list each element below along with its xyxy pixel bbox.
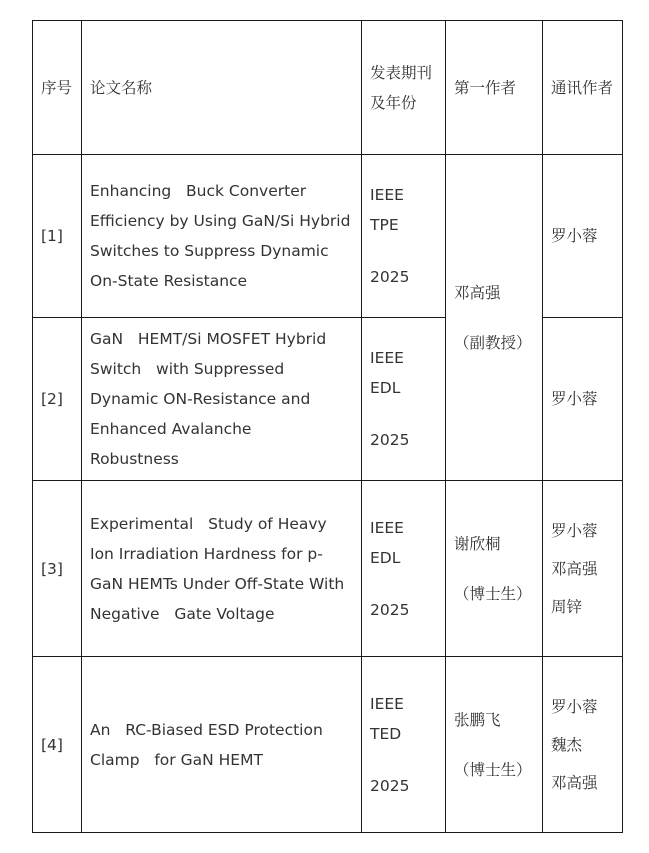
first-author-name: 谢欣桐 [454, 534, 501, 553]
journal-year: 2025 [370, 600, 410, 619]
table-row [33, 481, 623, 657]
journal-name: IEEE [370, 186, 404, 204]
table-row [33, 657, 623, 833]
first-author-title: （副教授） [454, 333, 532, 352]
first-author-name: 张鹏飞 [454, 710, 501, 729]
journal-name: IEEE [370, 349, 404, 367]
journal-cell [362, 155, 446, 318]
first-author-name: 邓高强 [454, 283, 501, 302]
journal-cell [362, 657, 446, 833]
table-row [33, 155, 623, 318]
corresponding-author: 魏杰 [551, 735, 583, 754]
journal-abbr: EDL [370, 379, 401, 397]
paper-title: Experimental Study of Heavy Ion Irradiation Hardness for p-GaN HEMTs Under Off-State With Negative Gate Voltage [82, 481, 362, 657]
corresponding-author: 罗小蓉 [551, 521, 598, 540]
journal-year: 2025 [370, 776, 410, 795]
header-no: 序号 [33, 21, 82, 155]
first-author-merged [446, 155, 543, 481]
paper-title: An RC-Biased ESD Protection Clamp for GaN HEMT [82, 657, 362, 833]
journal-abbr: TPE [370, 216, 399, 234]
header-row [33, 21, 623, 155]
row-no: [3] [33, 481, 82, 657]
journal-year: 2025 [370, 431, 410, 449]
first-author-cell [446, 481, 543, 657]
corresponding-author: 邓高强 [551, 559, 598, 578]
header-journal: 发表期刊及年份 [362, 21, 446, 155]
journal-abbr: EDL [370, 548, 401, 567]
first-author-title: （博士生） [454, 760, 532, 779]
paper-title: GaN HEMT/Si MOSFET Hybrid Switch with Suppressed Dynamic ON-Resistance and Enhanced Avalanche Robustness [82, 318, 362, 481]
header-first-author: 第一作者 [446, 21, 543, 155]
papers-table [32, 20, 623, 833]
corresponding-author: 罗小蓉 [551, 697, 598, 716]
first-author-title: （博士生） [454, 584, 532, 603]
corresponding-cell [543, 657, 623, 833]
row-no: [4] [33, 657, 82, 833]
corresponding-cell [543, 481, 623, 657]
journal-year: 2025 [370, 268, 410, 286]
corresponding-author: 罗小蓉 [551, 390, 598, 408]
corresponding-author: 邓高强 [551, 773, 598, 792]
journal-name: IEEE [370, 694, 404, 713]
journal-cell [362, 481, 446, 657]
row-no: [2] [33, 318, 82, 481]
corresponding-cell [543, 155, 623, 318]
journal-name: IEEE [370, 518, 404, 537]
journal-cell [362, 318, 446, 481]
first-author-cell [446, 657, 543, 833]
row-no: [1] [33, 155, 82, 318]
header-title: 论文名称 [82, 21, 362, 155]
paper-title: Enhancing Buck Converter Efficiency by Using GaN/Si Hybrid Switches to Suppress Dynamic On-State Resistance [82, 155, 362, 318]
corresponding-author: 罗小蓉 [551, 227, 598, 245]
header-corresponding: 通讯作者 [543, 21, 623, 155]
corresponding-cell [543, 318, 623, 481]
journal-abbr: TED [370, 724, 402, 743]
corresponding-author: 周锌 [551, 597, 583, 616]
